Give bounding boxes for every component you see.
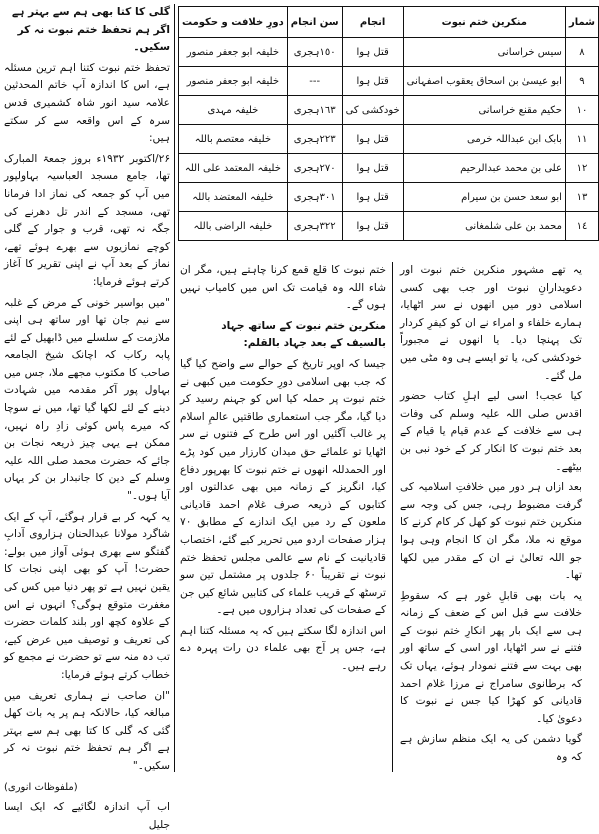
- column-divider: [392, 262, 393, 772]
- table-row: [179, 212, 599, 241]
- table-row: [179, 96, 599, 125]
- table-row: [179, 183, 599, 212]
- table-row: [179, 67, 599, 96]
- cell-year: ١٥٠ہجری: [287, 38, 342, 67]
- header-year: سن انجام: [287, 7, 342, 38]
- quote-paragraph: "میں بواسیر خونی کے مرض کے غلبہ سے نیم جان تھا اور ساتھ ہی اپنی ملازمت کے سلسلے میں ڈابھیل کے لئے پابہ رکاب کہ اچانک شیخ الجامعہ صاحب کا مکتوب مجھے ملا، جس میں بہاول پور آکر مقدمہ میں شہادت دینے کے لئے لکھا گیا تھا، میں نے سوچا کہ میرے پاس کوئی زادِ راہ نہیں، ممکن ہے یہی چیز ذریعہ نجات بن جائے کہ حضرت محمد صلی اللہ علیہ وسلم کے دین کا جانبدار بن کر یہاں آیا ہوں۔": [4, 296, 170, 503]
- cell-serial: ١٠: [565, 96, 598, 125]
- cell-fate: قتل ہوا: [342, 154, 403, 183]
- cell-fate: قتل ہوا: [342, 125, 403, 154]
- cell-year: ٣٢٢ہجری: [287, 212, 342, 241]
- paragraph: بعد ازاں ہر دور میں خلافتِ اسلامیہ کی گرفت مضبوط رہی، جس کی وجہ سے منکرین ختم نبوت کو کھل کر کام کرنے کا موقع نہ ملا، مگر ان کا انجام وہی ہوا جو اللہ تعالیٰ نے ان کے مقدر میں لکھا تھا۔: [400, 481, 582, 582]
- cell-year: ٢٢٣ہجری: [287, 125, 342, 154]
- cell-name: محمد بن علی شلمغانی: [403, 212, 565, 241]
- source-citation: (ملفوظات انوری): [4, 781, 78, 793]
- table-row: [179, 154, 599, 183]
- paragraph: تحفظ ختم نبوت کتنا اہم ترین مسئلہ ہے، اس کا اندازہ آپ خاتم المحدثین علامہ سید انور شاہ کشمیری قدس سرہ کے اس واقعہ سے کر سکتے ہیں:: [4, 61, 170, 145]
- paragraph: جیسا کہ اوپر تاریخ کے حوالے سے واضح کیا گیا کہ جب بھی اسلامی دورِ حکومت میں کبھی نے ختم نبوت پر حملہ کیا اس کو جہنم رسید کر دیا گیا، مگر جب استعماری طاقتیں عالمِ اسلام پر غالب آگئیں اور اس طرح کے فتنوں نے سر اٹھایا تو علمائے حق میدان کارزار میں کود پڑے اور الحمدللہ انھوں نے ختم نبوت کا بھرپور دفاع کیا، انگریز کے زمانہ میں بھی عدالتوں اور کتابوں کے ذریعہ صرف غلام احمد قادیانی ملعون کے رد میں ایک اندازے کے مطابق ۷۰ ہزار صفحات اردو میں تحریر کیے گئے، اختصاب قادیانیت کے نام سے عالمی مجلس تحفظ ختم نبوت نے تقریباً ۶۰ جلدوں پر مشتمل تین سو ترسٹھ کے قریب علماء کی کتابیں شائع کیں جن کے صفحات کی تعداد ہزاروں میں ہے۔: [180, 357, 387, 617]
- text-column-outer: [4, 4, 171, 831]
- cell-ruler: خلیفہ المعتضد باللہ: [179, 183, 288, 212]
- paragraph: ختم نبوت کا قلع قمع کرنا چاہتے ہیں، مگر ان شاء اللہ وہ قیامت تک اس میں کامیاب نہیں ہوں گے۔: [180, 264, 386, 312]
- cell-fate: قتل ہوا: [342, 67, 403, 96]
- cell-serial: ٨: [565, 38, 598, 67]
- header-serial: شمار: [565, 7, 598, 38]
- cell-name: ابو عیسیٰ بن اسحاق یعقوب اصفہانی: [403, 67, 565, 96]
- cell-ruler: خلیفہ ابو جعفر منصور: [179, 38, 288, 67]
- false-prophets-table: [178, 6, 599, 241]
- cell-fate: قتل ہوا: [342, 212, 403, 241]
- cell-serial: ١٤: [565, 212, 598, 241]
- text-column-middle: [180, 262, 386, 774]
- cell-fate: خودکشی کی: [342, 96, 403, 125]
- paragraph: یہ بات بھی قابلِ غور ہے کہ سقوطِ خلافت سے قبل اس کے ضعف کے زمانہ ہی سے ایک بار پھر انکارِ ختم نبوت کے فتنے نے سر اٹھایا، اور اسی کے ساتھ اور بھی بہت سے فتنے نمودار ہوئے، یہاں تک کہ برطانوی سامراج نے مرزا غلام احمد قادیانی کو کھڑا کیا جس نے نبوت کا دعویٰ کیا۔: [400, 589, 582, 725]
- cell-serial: ١١: [565, 125, 598, 154]
- paragraph: گلی کا کتا بھی ہم سے بہتر ہے اگر ہم تحفظ ختم نبوت نہ کر سکیں۔: [12, 6, 170, 54]
- section-heading: منکرین ختم نبوت کے ساتھ جہاد بالسیف کے بعد جہاد بالقلم:: [221, 319, 386, 350]
- cell-ruler: خلیفہ مہدی: [179, 96, 288, 125]
- column-divider: [174, 4, 175, 772]
- header-ruler: دورِ خلافت و حکومت: [179, 7, 288, 38]
- cell-fate: قتل ہوا: [342, 38, 403, 67]
- cell-ruler: خلیفہ المعتمد علی اللہ: [179, 154, 288, 183]
- cell-ruler: خلیفہ ابو جعفر منصور: [179, 67, 288, 96]
- quote-paragraph: "ان صاحب نے ہماری تعریف میں مبالغہ کیا، حالانکہ ہم پر یہ بات کھل گئی کہ گلی کا کتا بھی ہم سے بہتر ہے اگر ہم تحفظ ختم نبوت نہ کر سکیں۔": [4, 689, 170, 772]
- paragraph: کیا عجب! اسی لیے اہلِ کتاب حضور اقدس صلی اللہ علیہ وسلم کی وفات ہی سے خلافت کے عدم قیام یا قیام کے بعد ختم نبوت کا انکار کر کے خود نبی بن بیٹھے۔: [400, 390, 582, 473]
- table-header-row: [179, 7, 599, 38]
- text-column-right: [400, 262, 582, 774]
- cell-serial: ١٣: [565, 183, 598, 212]
- cell-name: علی بن محمد عبدالرحیم: [403, 154, 565, 183]
- cell-fate: قتل ہوا: [342, 183, 403, 212]
- paragraph: گویا دشمن کی یہ ایک منظم سازش ہے کہ وہ: [400, 733, 582, 764]
- paragraph: اب آپ اندازہ لگائیے کہ ایک ایسا جلیل: [4, 801, 170, 831]
- header-fate: انجام: [342, 7, 403, 38]
- cell-name: حکیم مقنع خراسانی: [403, 96, 565, 125]
- paragraph: یہ کہہ کر بے قرار ہوگئے، آپ کے ایک شاگرد مولانا عبدالحنان ہزاروی آدابِ گفتگو سے بھری ہوئی آواز میں بولے: حضرت! آپ کو بھی اپنی نجات کا یقین نہیں ہے تو پھر دنیا میں کس کی مغفرت متوقع ہوگی؟ انہوں نے اس کے علاوہ کچھ اور بلند کلمات حضرت کی تعریف و توصیف میں عرض کیے، تب دہ منہ سے تو حضرت نے مجمع کو خطاب کرتے ہوئے فرمایا:: [4, 510, 170, 681]
- cell-year: ٣٠١ہجری: [287, 183, 342, 212]
- cell-name: سیس خراسانی: [403, 38, 565, 67]
- header-name: منکرین ختم نبوت: [403, 7, 565, 38]
- table-row: [179, 38, 599, 67]
- cell-year: ---: [287, 67, 342, 96]
- cell-year: ١٦٣ہجری: [287, 96, 342, 125]
- cell-ruler: خلیفہ الراضی باللہ: [179, 212, 288, 241]
- cell-year: ٢٧٠ہجری: [287, 154, 342, 183]
- paragraph: اس اندازہ لگا سکتے ہیں کہ یہ مسئلہ کتنا اہم ہے، جس پر آج بھی علماء دن رات پہرہ دے رہے ہیں۔: [180, 624, 386, 673]
- table-row: [179, 125, 599, 154]
- cell-serial: ٩: [565, 67, 598, 96]
- paragraph: ۲۶/اکتوبر ۱۹۳۲ء بروز جمعۃ المبارک تھا، جامع مسجد العباسیہ بہاولپور میں آپ کو جمعہ کی نماز ادا فرمانا تھی، مسجد کے اندر تل دھرنے کی جگہ نہ تھی، قرب و جوار کے گلی کوچے نمازیوں سے بھرے ہوئے تھے، نماز کے بعد آپ نے اپنی تقریر کا آغاز کرتے ہوئے فرمایا:: [4, 152, 171, 288]
- cell-name: ابو سعد حسن بن سیرام: [403, 183, 565, 212]
- cell-serial: ١٢: [565, 154, 598, 183]
- cell-ruler: خلیفہ معتصم باللہ: [179, 125, 288, 154]
- cell-name: بابک ابن عبداللہ خرمی: [403, 125, 565, 154]
- paragraph: یہ تھے مشہور منکرین ختم نبوت اور دعویدارانِ نبوت اور جب بھی کسی اسلامی دور میں انھوں نے سر اٹھایا، ہمارے خلفاء و امراء نے ان کو کیفرِ کردار تک پہنچا دیا۔ یا انھوں نے مجبوراً خودکشی کی، یا تو ایسے ہی وہ مٹی میں مل گئے۔: [400, 264, 582, 382]
